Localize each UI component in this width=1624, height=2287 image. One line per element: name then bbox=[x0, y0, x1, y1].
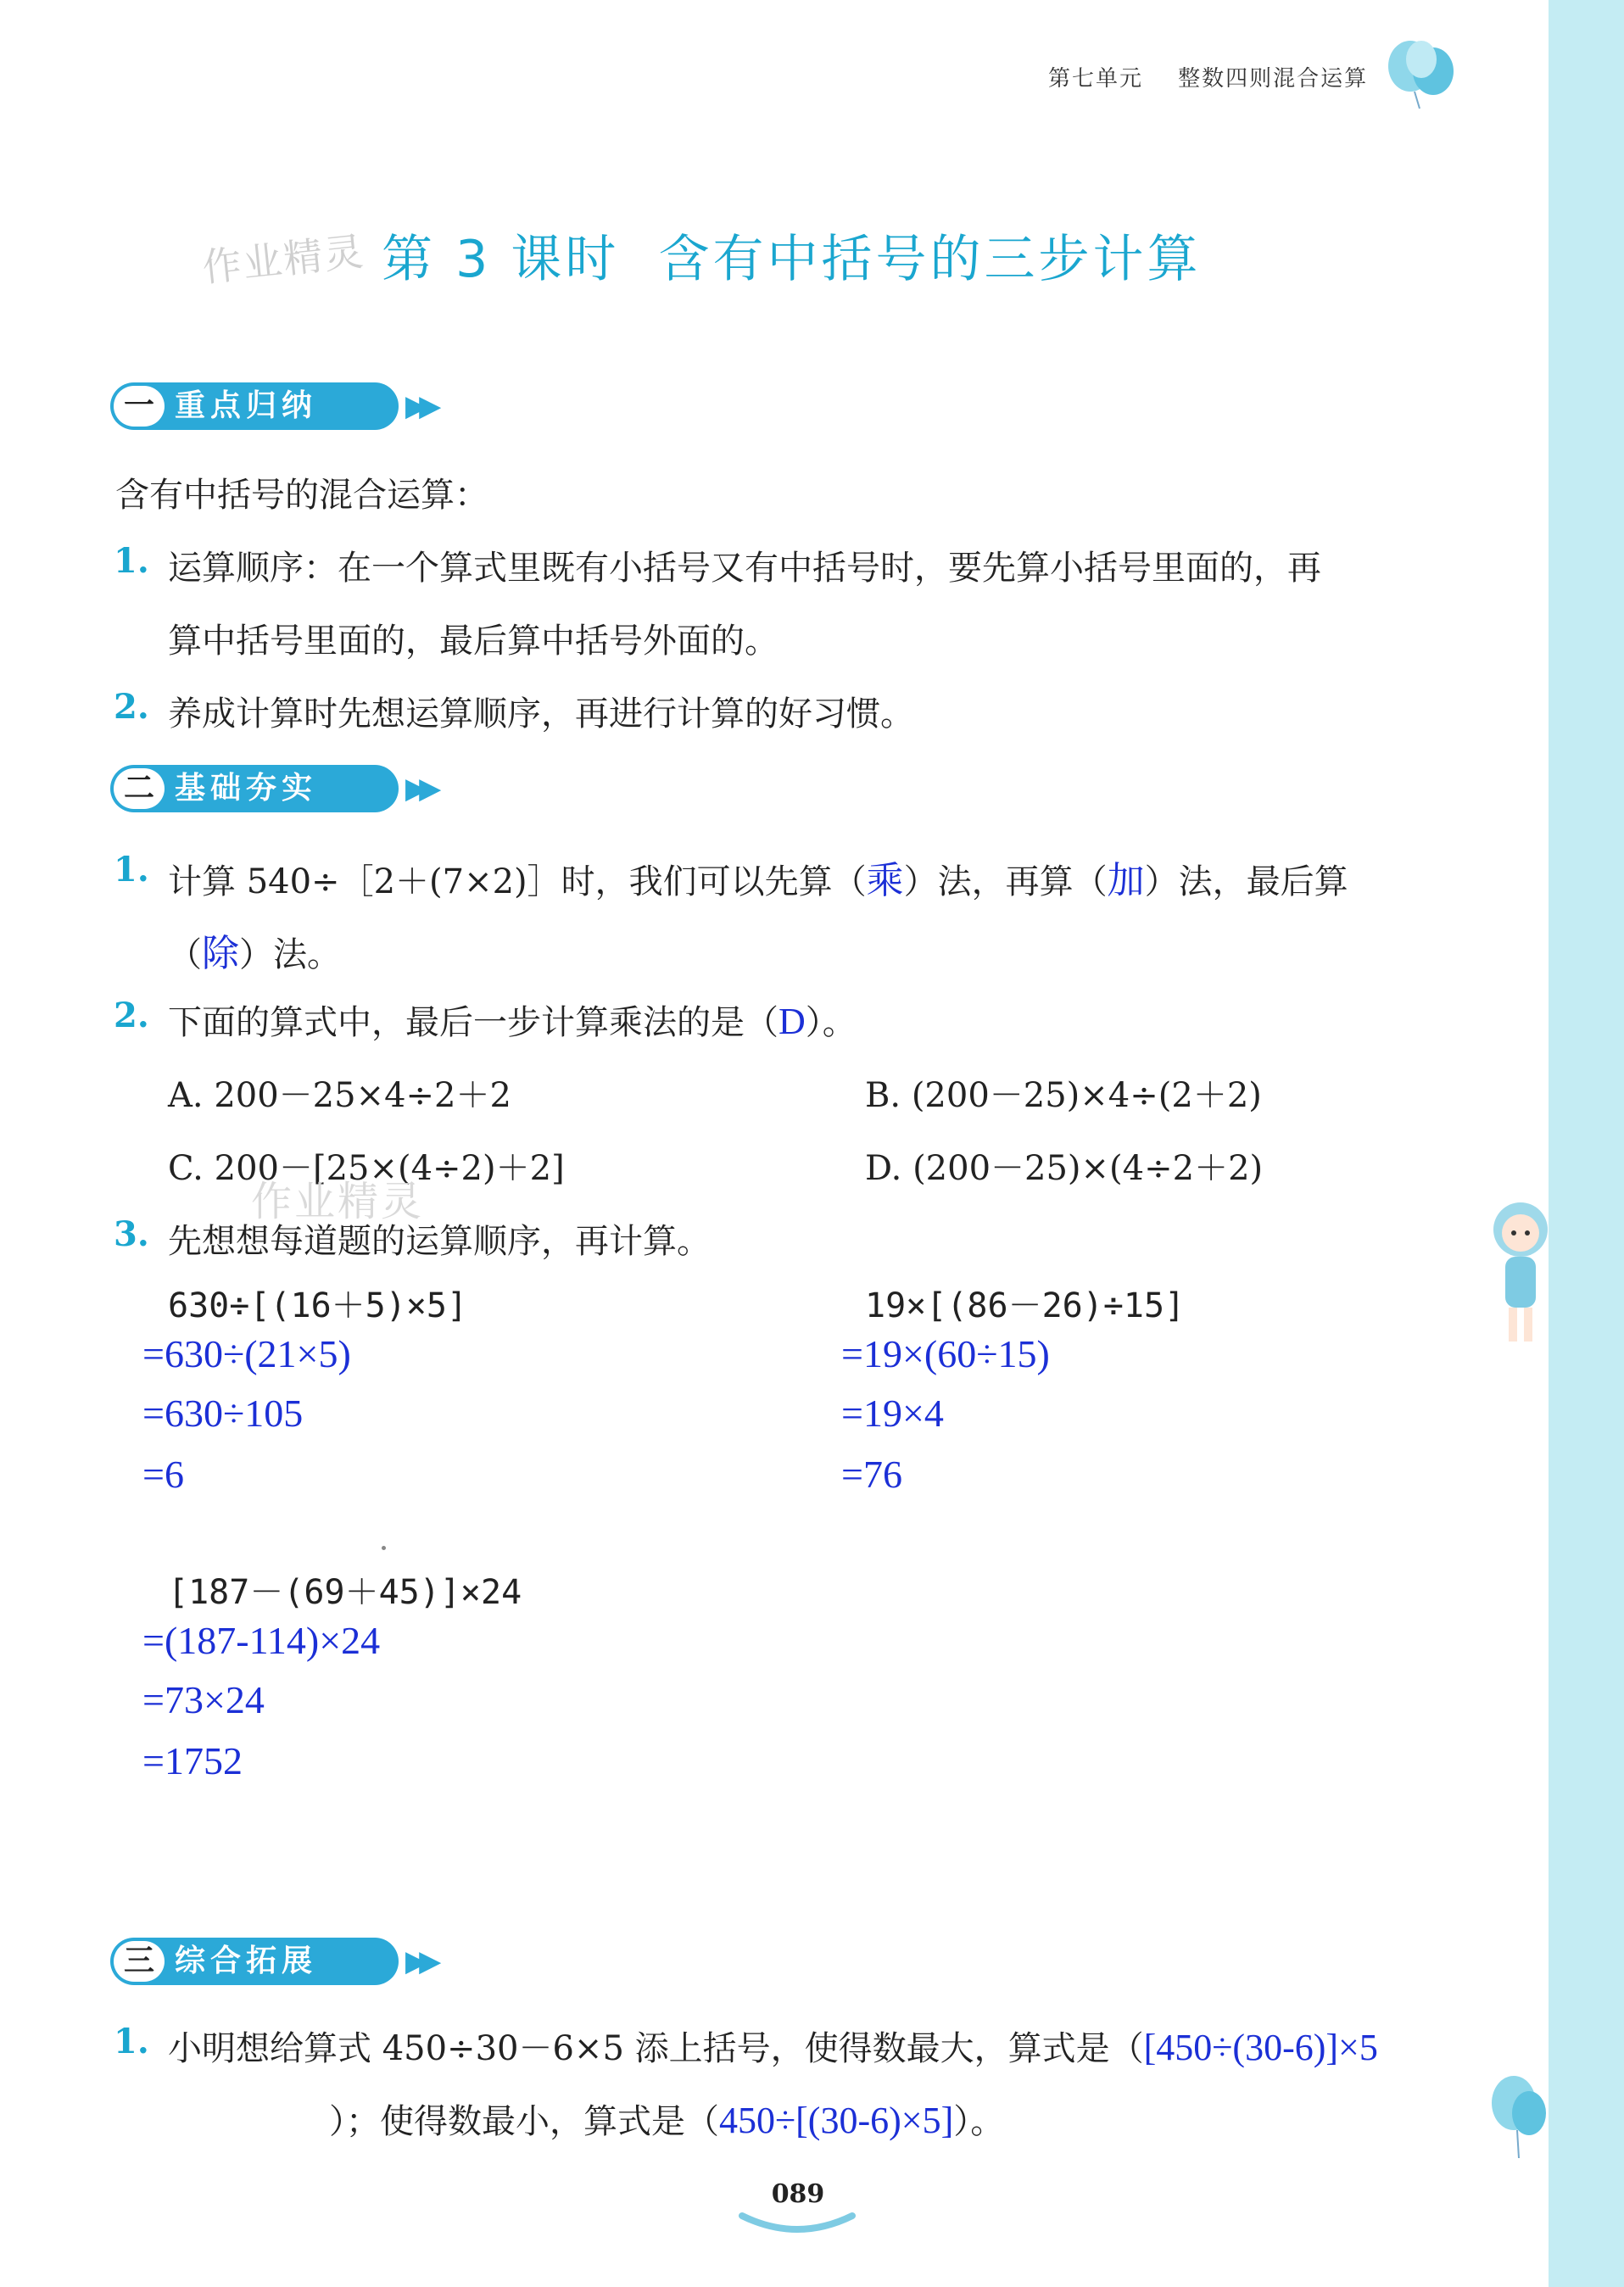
section-label: 综合拓展 bbox=[175, 1944, 318, 1978]
question-text: （除）法。 bbox=[168, 933, 341, 974]
answer: 除 bbox=[202, 933, 239, 974]
solution-step: =76 bbox=[841, 1453, 902, 1496]
balloons-icon bbox=[1381, 34, 1465, 110]
solution-step: =73×24 bbox=[142, 1678, 265, 1721]
question-text: 小明想给算式 450÷30－6×5 添上括号，使得数最大，算式是（[450÷(30-6)]×5 bbox=[168, 2027, 1378, 2068]
balloons-icon bbox=[1488, 2069, 1548, 2162]
problem-expression: [187－(69＋45)]×24 bbox=[168, 1573, 522, 1612]
question-text: 下面的算式中，最后一步计算乘法的是（D）。 bbox=[168, 1001, 857, 1042]
solution-step: =19×(60÷15) bbox=[841, 1332, 1050, 1375]
answer: 乘 bbox=[866, 860, 904, 901]
double-arrow-icon: ▶▶ bbox=[405, 1944, 433, 1978]
running-header bbox=[1048, 61, 1368, 92]
question-number: 2. bbox=[114, 996, 149, 1035]
section-number: 三 bbox=[114, 1941, 165, 1982]
problem-expression: 630÷[(16＋5)×5] bbox=[168, 1286, 468, 1325]
side-decoration-strip bbox=[1549, 0, 1624, 2287]
question-text: ）；使得数最小，算式是（450÷[(30-6)×5]）。 bbox=[329, 2100, 1005, 2141]
question-number: 1. bbox=[114, 2022, 149, 2061]
title-watermark: 作业精灵 bbox=[200, 228, 367, 291]
answer: 450÷[(30-6)×5] bbox=[719, 2100, 954, 2141]
section-number: 二 bbox=[114, 768, 165, 809]
answer: [450÷(30-6)]×5 bbox=[1143, 2027, 1378, 2068]
section1-intro: 含有中括号的混合运算： bbox=[115, 476, 488, 515]
problem-expression: 19×[(86－26)÷15] bbox=[865, 1286, 1186, 1325]
girl-illustration-icon bbox=[1488, 1196, 1548, 1357]
question-number: 1. bbox=[114, 850, 149, 890]
answer: D bbox=[779, 1001, 806, 1042]
section-label: 重点归纳 bbox=[175, 388, 318, 423]
double-arrow-icon: ▶▶ bbox=[405, 772, 433, 806]
question-number: 3. bbox=[114, 1214, 149, 1254]
speck bbox=[382, 1546, 386, 1550]
page-number: 089 bbox=[771, 2179, 825, 2209]
question-text: 计算 540÷［2＋(7×2)］时，我们可以先算（乘）法，再算（加）法，最后算 bbox=[168, 860, 1348, 901]
question-text: 先想想每道题的运算顺序，再计算。 bbox=[168, 1222, 711, 1261]
section-banner-3 bbox=[110, 1938, 433, 1985]
option-c: C. 200－[25×(4÷2)＋2] bbox=[168, 1149, 565, 1188]
section-number: 一 bbox=[114, 386, 165, 427]
header-unit: 第七单元 bbox=[1048, 66, 1144, 92]
item-text: 运算顺序：在一个算式里既有小括号又有中括号时，要先算小括号里面的，再 bbox=[168, 549, 1321, 588]
section-label: 基础夯实 bbox=[175, 771, 318, 806]
page-title: 第 3 课时 含有中括号的三步计算 bbox=[382, 230, 1202, 289]
page-watermark: 作业精灵 bbox=[251, 1178, 425, 1225]
option-d: D. (200－25)×(4÷2＋2) bbox=[865, 1149, 1264, 1188]
option-a: A. 200－25×4÷2＋2 bbox=[168, 1076, 511, 1115]
solution-step: =630÷(21×5) bbox=[142, 1332, 351, 1375]
solution-step: =630÷105 bbox=[142, 1392, 304, 1435]
double-arrow-icon: ▶▶ bbox=[405, 389, 433, 423]
item-number: 2. bbox=[114, 687, 149, 727]
item-number: 1. bbox=[114, 541, 149, 581]
item-text: 算中括号里面的，最后算中括号外面的。 bbox=[168, 622, 779, 661]
header-topic: 整数四则混合运算 bbox=[1178, 66, 1369, 92]
page-number-wave-icon bbox=[738, 2209, 857, 2234]
section-banner-1 bbox=[110, 382, 433, 430]
item-text: 养成计算时先想运算顺序，再进行计算的好习惯。 bbox=[168, 694, 914, 734]
section-banner-2 bbox=[110, 765, 433, 812]
solution-step: =1752 bbox=[142, 1739, 243, 1782]
solution-step: =19×4 bbox=[841, 1392, 944, 1435]
solution-step: =(187-114)×24 bbox=[142, 1619, 381, 1662]
answer: 加 bbox=[1107, 860, 1145, 901]
option-b: B. (200－25)×4÷(2＋2) bbox=[865, 1076, 1262, 1115]
solution-step: =6 bbox=[142, 1453, 184, 1496]
